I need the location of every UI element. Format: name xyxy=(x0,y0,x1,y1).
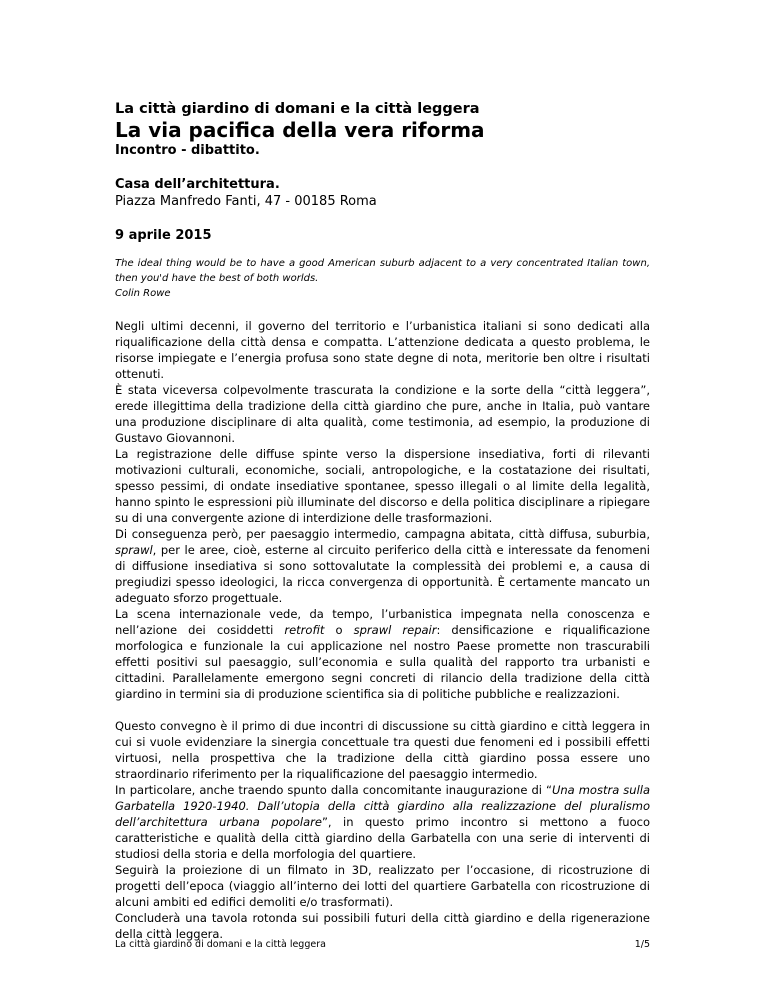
paragraph: Seguirà la proiezione di un filmato in 3D, realizzato per l’occasione, di ricostruzione di progetti dell’epoca (viaggio all’interno dei lotti del quartiere Garbatella con ricostruzione di alcuni ambiti ed edifici demoliti e/o trasformati). xyxy=(115,863,650,909)
event-date: 9 aprile 2015 xyxy=(115,228,212,243)
paragraph: La registrazione delle diffuse spinte verso la dispersione insediativa, forti di rilevanti motivazioni culturali, economiche, sociali, antropologiche, e la costatazione dei risultati, spesso pessimi, di ondate insediative spontanee, spesso illegali o al limite della legalità, hanno spinto le espressioni più illuminate del discorso e della politica disciplinare a ripiegare su di una convergente azione di interdizione delle trasformazioni. xyxy=(115,447,650,525)
text-run: : densificazione e riqualificazione morfologica e funzionale la cui applicazione nel nostro Paese promette non trascurabili effetti positivi sul paesaggio, sull’economia e sulla qualità del rapporto tra urbanisti e cittadini. Parallelamente emergono segni concreti di rilancio della tradizione della città giardino in termini sia di produzione scientifica sia di politiche pubbliche e realizzazioni. xyxy=(115,623,650,701)
paragraph: Concluderà una tavola rotonda sui possibili futuri della città giardino e della rigenerazione della città leggera. xyxy=(115,911,650,941)
paragraph xyxy=(115,606,650,702)
document-subtitle: Incontro - dibattito. xyxy=(115,143,260,158)
paragraph xyxy=(115,526,650,606)
epigraph-quote xyxy=(115,256,650,301)
body-text xyxy=(115,318,650,942)
paragraph xyxy=(115,782,650,862)
text-run-italic: sprawl repair xyxy=(353,623,437,637)
venue-address: Piazza Manfredo Fanti, 47 - 00185 Roma xyxy=(115,194,377,209)
text-run: La scena internazionale vede, da tempo, l’urbanistica impegnata nella conoscenza e nell’azione dei cosiddetti xyxy=(115,607,650,637)
paragraph: Questo convegno è il primo di due incontri di discussione su città giardino e città leggera in cui si vuole evidenziare la sinergia concettuale tra questi due fenomeni ed i possibili effetti virtuosi, nella prospettiva che la tradizione della città giardino possa essere uno straordinario riferimento per la riqualificazione del paesaggio intermedio. xyxy=(115,719,650,781)
text-run: Di conseguenza però, per paesaggio intermedio, campagna abitata, città diffusa, suburbia, xyxy=(115,527,650,541)
venue-name: Casa dell’architettura. xyxy=(115,177,280,192)
document-content xyxy=(115,100,650,942)
text-run: In particolare, anche traendo spunto dalla concomitante inaugurazione di “ xyxy=(115,783,552,797)
page-number: 1/5 xyxy=(634,939,650,950)
footer-title: La città giardino di domani e la città leggera xyxy=(115,939,326,950)
paragraph-gap xyxy=(115,702,650,718)
supertitle: La città giardino di domani e la città leggera xyxy=(115,101,480,117)
text-run: ”, in questo primo incontro si mettono a fuoco caratteristiche e qualità della città giardino della Garbatella con una serie di interventi di studiosi della storia e della morfologia del quartiere. xyxy=(115,815,650,861)
text-run: , per le aree, cioè, esterne al circuito periferico della città e interessate da fenomeni di diffusione insediativa si sono sottovalutate la complessità dei problemi e, a causa di pregiudizi spesso ideologici, la ricca convergenza di opportunità. È certamente mancato un adeguato sforzo progettuale. xyxy=(115,543,650,605)
paragraph: È stata viceversa colpevolmente trascurata la condizione e la sorte della “città leggera”, erede illegittima della tradizione della città giardino che pure, anche in Italia, può vantare una produzione disciplinare di alta qualità, come testimonia, ad esempio, la produzione di Gustavo Giovannoni. xyxy=(115,383,650,445)
text-run-italic: retrofit xyxy=(284,623,325,637)
text-run-italic: sprawl xyxy=(115,543,153,557)
quote-author: Colin Rowe xyxy=(115,288,171,299)
paragraph: Negli ultimi decenni, il governo del territorio e l’urbanistica italiani si sono dedicati alla riqualificazione della città densa e compatta. L’attenzione dedicata a questo problema, le risorse impiegate e l’energia profusa sono state degne di nota, meritorie ben oltre i risultati ottenuti. xyxy=(115,319,650,381)
quote-text: The ideal thing would be to have a good American suburb adjacent to a very concentrated Italian town, then you'd have the best of both worlds. xyxy=(115,258,650,284)
text-run-italic: Una mostra sulla Garbatella 1920-1940. Dall’utopia della città giardino alla realizzazione del pluralismo dell’architettura urbana popolare xyxy=(115,783,651,829)
text-run: o xyxy=(324,623,354,637)
page-footer xyxy=(115,939,650,950)
document-title: La via pacifica della vera riforma xyxy=(115,118,485,142)
